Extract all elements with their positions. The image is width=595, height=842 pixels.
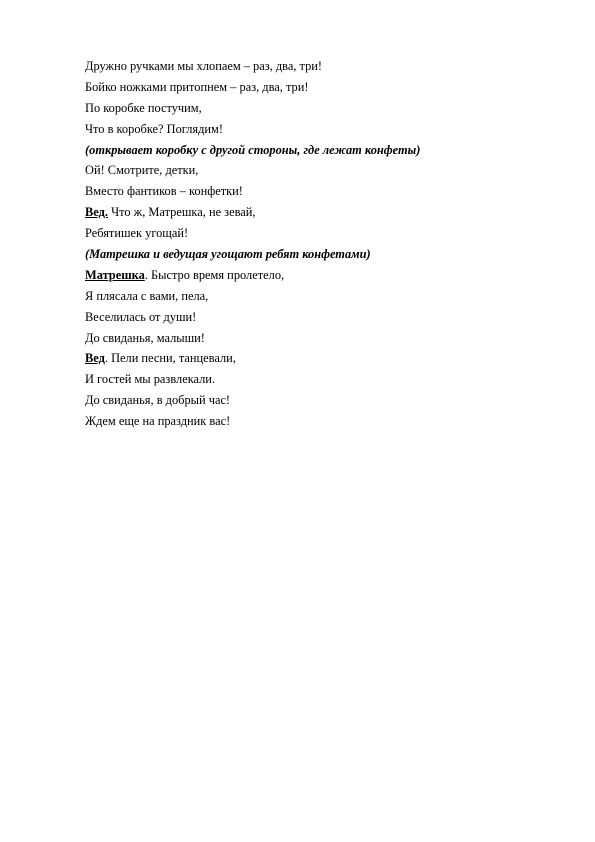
stage-direction (85, 246, 525, 262)
poem-text-block (85, 58, 525, 434)
text-line (85, 225, 525, 241)
speaker-label: Вед. (85, 205, 108, 220)
line-text: Ребятишек угощай! (85, 226, 189, 241)
text-line (85, 288, 525, 304)
speaker-line (85, 204, 525, 220)
line-text: Дружно ручками мы хлопаем – раз, два, три! (85, 59, 323, 73)
line-text: Бойко ножками притопнем – раз, два, три! (85, 79, 309, 94)
line-text: Веселилась от души! (85, 309, 197, 324)
speaker-label: Матрешка (85, 267, 145, 282)
text-line (85, 121, 525, 137)
stage-direction (85, 142, 525, 158)
line-text: Я плясала с вами, пела, (85, 288, 209, 303)
line-text: Что ж, Матрешка, не зевай, (107, 205, 256, 220)
text-line (85, 371, 525, 387)
speaker-label: Вед (85, 351, 105, 366)
text-line (85, 413, 525, 429)
text-line (85, 309, 525, 325)
speaker-line (85, 350, 525, 366)
line-text: И гостей мы развлекали. (85, 372, 216, 387)
line-text: По коробке постучим, (85, 100, 202, 115)
text-line (85, 392, 525, 408)
text-line (85, 79, 525, 95)
line-text: Вместо фантиков – конфетки! (85, 184, 243, 199)
line-text: Ой! Смотрите, детки, (85, 163, 199, 178)
text-line (85, 100, 525, 116)
line-text: До свиданья, в добрый час! (85, 393, 231, 408)
line-text: Что в коробке? Поглядим! (85, 121, 224, 136)
text-line (85, 162, 525, 178)
text-line (85, 58, 525, 74)
line-text: . Быстро время пролетело, (144, 267, 285, 282)
text-line (85, 183, 525, 199)
line-text: Ждем еще на праздник вас! (85, 414, 231, 429)
stage-direction-text: (Матрешка и ведущая угощают ребят конфетами) (85, 247, 371, 262)
line-text: До свиданья, малыши! (85, 330, 205, 345)
speaker-line (85, 267, 525, 283)
text-line (85, 330, 525, 346)
line-text: . Пели песни, танцевали, (104, 351, 236, 366)
stage-direction-text: (открывает коробку с другой стороны, где лежат конфеты) (85, 142, 421, 157)
